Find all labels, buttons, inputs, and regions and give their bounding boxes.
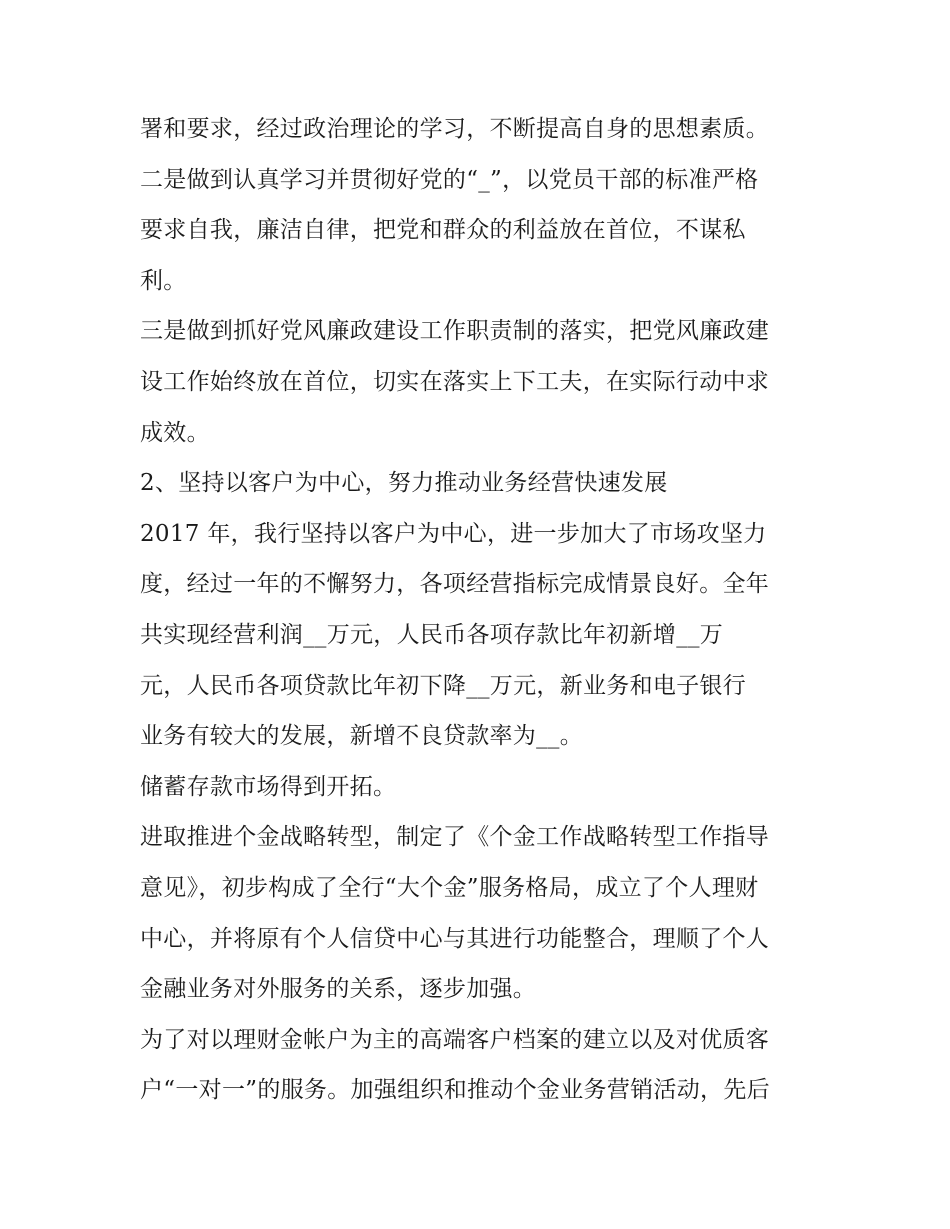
text-line: 三是做到抓好党风廉政建设工作职责制的落实，把党风廉政建 xyxy=(140,318,770,345)
text-line: 利。 xyxy=(140,267,187,294)
text-line: 户“一对一”的服务。加强组织和推动个金业务营销活动，先后 xyxy=(140,1077,770,1104)
text-line: 度，经过一年的不懈努力，各项经营指标完成情景良好。全年 xyxy=(140,571,770,598)
text-line: 署和要求，经过政治理论的学习，不断提高自身的思想素质。 xyxy=(140,116,770,142)
text-line: 元，人民币各项贷款比年初下降__万元，新业务和电子银行 xyxy=(140,672,747,699)
text-line: 中心，并将原有个人信贷中心与其进行功能整合，理顺了个人 xyxy=(140,925,770,952)
text-line: 进取推进个金战略转型，制定了《个金工作战略转型工作指导 xyxy=(140,824,770,851)
text-line: 意见》，初步构成了全行“大个金”服务格局，成立了个人理财 xyxy=(140,874,759,901)
text-line: 要求自我，廉洁自律，把党和群众的利益放在首位，不谋私 xyxy=(140,217,746,244)
text-line: 2017 年，我行坚持以客户为中心，进一步加大了市场攻坚力 xyxy=(140,520,767,547)
text-line: 业务有较大的发展，新增不良贷款率为__。 xyxy=(140,723,583,750)
text-line: 二是做到认真学习并贯彻好党的“_”，以党员干部的标准严格 xyxy=(140,166,759,193)
text-line: 成效。 xyxy=(140,419,210,446)
section-heading: 2、坚持以客户为中心，努力推动业务经营快速发展 xyxy=(140,470,668,497)
document-body xyxy=(140,104,840,1116)
text-line: 设工作始终放在首位，切实在落实上下工夫，在实际行动中求 xyxy=(140,368,770,395)
text-line: 金融业务对外服务的关系，逐步加强。 xyxy=(140,976,537,1003)
text-line: 储蓄存款市场得到开拓。 xyxy=(140,773,397,800)
text-line: 为了对以理财金帐户为主的高端客户档案的建立以及对优质客 xyxy=(140,1026,770,1053)
text-line: 共实现经营利润__万元，人民币各项存款比年初新增__万 xyxy=(140,621,724,648)
